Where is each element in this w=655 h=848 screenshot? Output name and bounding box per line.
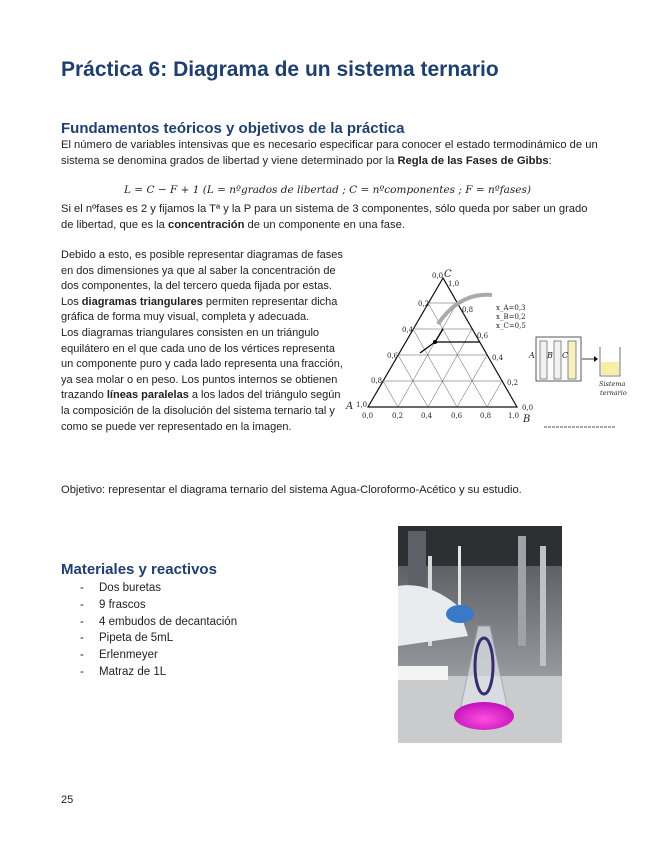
list-dash: -: [80, 615, 84, 628]
tick-label: 0,4: [492, 354, 504, 362]
list-item: [80, 664, 237, 681]
lab-photo: [398, 526, 562, 743]
vertex-c-label: C: [444, 269, 452, 280]
paragraph-text: de un componente en una fase.: [244, 219, 405, 231]
ternary-diagram: [340, 262, 630, 432]
gibbs-formula: L = C − F + 1 (L = nºgrados de libertad ; C = nºcomponentes ; F = nºfases): [124, 184, 531, 196]
tick-label: 0,6: [451, 412, 463, 420]
tick-label: 0,8: [480, 412, 492, 420]
list-item: [80, 614, 237, 631]
vertex-b-label: B: [523, 414, 531, 425]
tick-label: 0,6: [477, 332, 489, 340]
tick-label: 1,0: [356, 401, 368, 409]
section-heading-materiales: Materiales y reactivos: [61, 561, 217, 578]
paragraph-text: a los lados del triángulo según la composición de la disolución del sistema ternario tal y como se puede ver representado en la imagen.: [61, 389, 341, 433]
beaker-caption-2: ternario: [600, 389, 627, 397]
list-item-text: 9 frascos: [99, 598, 146, 611]
tick-label: 0,2: [392, 412, 404, 420]
list-item-text: Dos buretas: [99, 582, 162, 594]
beaker-caption-1: Sistema: [599, 380, 626, 388]
arrow-head: [594, 356, 598, 362]
tube-label-a: A: [529, 351, 535, 360]
bold-text: diagramas triangulares: [81, 295, 203, 308]
list-item-text: Matraz de 1L: [99, 665, 167, 678]
composition-lines: [420, 329, 480, 353]
materials-list: [80, 580, 237, 681]
paragraph-gibbs: [61, 137, 601, 169]
list-item-text: Pipeta de 5mL: [99, 632, 174, 645]
tick-label: 0,2: [507, 379, 519, 387]
fraction-b: x_B=0,2: [496, 313, 526, 321]
vertex-a-label: A: [346, 401, 354, 412]
tick-label: 1,0: [448, 280, 460, 288]
tick-label: 0,0: [432, 272, 444, 280]
list-dash: -: [80, 649, 84, 662]
section-heading-fundamentos: Fundamentos teóricos y objetivos de la práctica: [61, 120, 405, 137]
paragraph-diagramas: [61, 248, 343, 435]
paragraph-text: Los diagramas triangulares consisten en un triángulo equilátero en el que cada uno de los vértices representa un componente puro y cada lado representa una fracción, ya sea molar o en peso. Los puntos internos se obtienen trazando: [61, 326, 343, 402]
fraction-a: x_A=0,3: [496, 304, 526, 312]
bold-text: concentración: [167, 219, 245, 231]
bold-text: Regla de las Fases de Gibbs: [397, 155, 549, 167]
tick-label: 0,2: [418, 300, 430, 308]
paragraph-text: Debido a esto, es posible representar diagramas de fases en dos dimensiones ya que al saber la concentración de dos componentes, la del tercero queda fijada por estas. Los: [61, 249, 343, 308]
objective-text: Objetivo: representar el diagrama ternario del sistema Agua-Cloroformo-Acético y su estudio.: [61, 484, 522, 496]
paragraph-text: Si el nºfases es 2 y fijamos la Tª y la P para un sistema de 3 componentes, sólo queda por saber un grado de libertad, que es la: [61, 203, 588, 231]
paragraph-text: :: [548, 155, 552, 167]
fraction-c: x_C=0,5: [496, 322, 526, 330]
tick-label: 0,6: [387, 352, 399, 360]
beaker-liquid: [601, 362, 619, 375]
tube-a: [540, 341, 547, 379]
list-item: [80, 580, 237, 597]
list-item-text: 4 embudos de decantación: [99, 615, 238, 628]
list-item: [80, 647, 237, 664]
list-item: [80, 630, 237, 647]
bold-text: líneas paralelas: [106, 389, 189, 402]
list-dash: -: [80, 598, 84, 611]
tick-label: 0,0: [362, 412, 374, 420]
page-title: Práctica 6: Diagrama de un sistema ternario: [61, 58, 499, 81]
tube-label-c: C: [562, 351, 569, 360]
tube-b: [554, 341, 561, 379]
list-item: [80, 597, 237, 614]
tick-label: 0,8: [462, 306, 474, 314]
list-item-text: Erlenmeyer: [99, 649, 158, 662]
tick-label: 0,4: [402, 326, 414, 334]
tick-label: 1,0: [508, 412, 520, 420]
list-dash: -: [80, 665, 84, 678]
page-number: 25: [61, 794, 74, 806]
tube-c: [568, 341, 576, 379]
list-dash: -: [80, 632, 84, 645]
list-dash: -: [80, 582, 84, 594]
tick-label: 0,4: [421, 412, 433, 420]
paragraph-text: El número de variables intensivas que es necesario especificar para conocer el estado termodinámico de un sistema se denomina grados de libertad y viene determinado por la: [61, 139, 598, 167]
composition-point: [433, 340, 437, 344]
tick-label: 0,8: [371, 377, 383, 385]
tick-label: 0,0: [522, 404, 534, 412]
tube-label-b: B: [547, 351, 553, 360]
paragraph-concentracion: [61, 201, 601, 233]
paragraph-text: permiten representar dicha gráfica de forma muy visual, completa y adecuada.: [61, 295, 338, 324]
